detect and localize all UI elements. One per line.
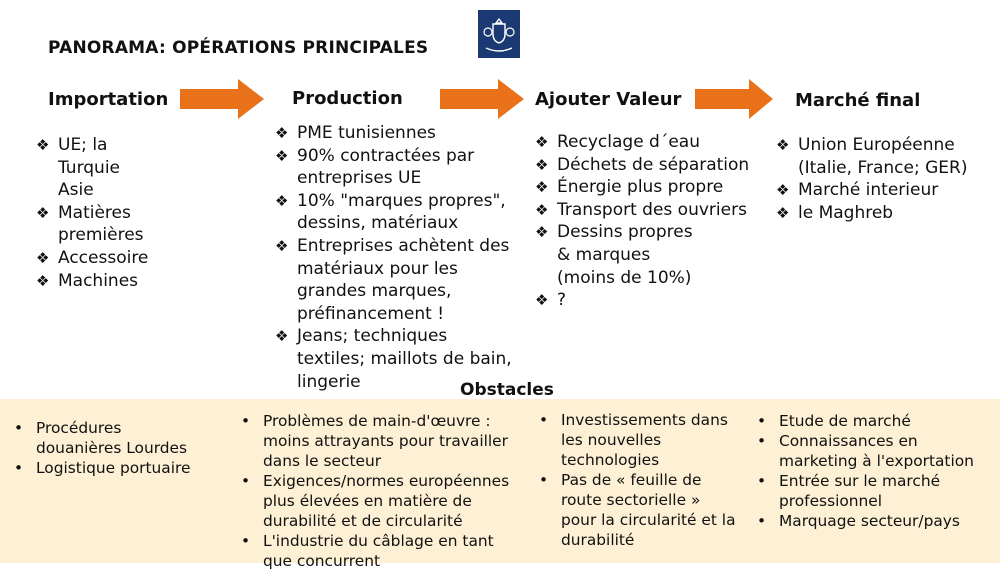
list-item-line: le Maghreb <box>798 202 894 223</box>
coat-of-arms-icon <box>478 10 520 58</box>
list-item <box>536 470 736 550</box>
list-item-line: Énergie plus propre <box>557 177 724 198</box>
obstacles-list-ajouter-valeur <box>536 410 736 550</box>
heading-marche-final: Marché final <box>795 90 921 111</box>
bullet-icon: • <box>241 532 251 550</box>
obstacles-list-importation <box>11 418 190 478</box>
diamond-bullet-icon: ❖ <box>36 271 50 290</box>
list-item-line: Jeans; techniques <box>297 326 448 347</box>
list-item-line: matériaux pour les <box>297 258 458 279</box>
list-item-line: 10% "marques propres", <box>297 190 506 211</box>
flow-arrow-icon <box>180 79 264 119</box>
bullet-icon: • <box>241 412 251 430</box>
list-item-line: PME tunisiennes <box>297 123 436 143</box>
bullet-icon: • <box>757 512 767 530</box>
flow-arrow-icon <box>440 79 524 119</box>
heading-production: Production <box>292 88 403 109</box>
list-item-line: dessins, matériaux <box>297 213 459 234</box>
diamond-bullet-icon: ❖ <box>275 236 289 255</box>
diamond-bullet-icon: ❖ <box>776 203 790 222</box>
list-item-line: Procédures <box>36 419 122 437</box>
list-item-line: Pas de « feuille de <box>561 471 702 489</box>
obstacles-title: Obstacles <box>460 380 554 400</box>
list-item-line: (Italie, France; GER) <box>798 157 968 178</box>
bullet-icon: • <box>241 472 251 490</box>
diamond-bullet-icon: ❖ <box>535 291 549 310</box>
list-item-line: Entreprises achètent des <box>297 235 510 256</box>
list-item-line: technologies <box>561 451 660 469</box>
list-item-line: Dessins propres <box>557 222 693 243</box>
list-item <box>536 410 736 470</box>
list-item <box>275 145 512 190</box>
list-item-line: Union Européenne <box>798 135 955 155</box>
list-item-line: Machines <box>58 270 139 291</box>
heading-ajouter-valeur: Ajouter Valeur <box>535 89 682 110</box>
list-item <box>754 431 974 471</box>
bullet-icon: • <box>14 459 24 477</box>
diamond-bullet-icon: ❖ <box>36 203 50 222</box>
bullet-icon: • <box>757 432 767 450</box>
list-item-line: les nouvelles <box>561 431 662 449</box>
list-item <box>776 202 967 225</box>
list-item <box>535 221 749 289</box>
list-item-line: Déchets de séparation <box>557 154 750 175</box>
flow-arrow-icon <box>692 79 776 119</box>
diamond-bullet-icon: ❖ <box>275 124 289 142</box>
bullet-icon: • <box>539 471 549 489</box>
list-item <box>535 131 749 154</box>
diamond-bullet-icon: ❖ <box>36 136 50 154</box>
list-item <box>754 411 974 431</box>
list-item <box>238 411 509 471</box>
list-item-line: Matières <box>58 202 131 223</box>
list-item <box>535 176 749 199</box>
list-item-line: plus élevées en matière de <box>263 492 472 510</box>
list-item-line: premières <box>58 225 144 246</box>
list-item-line: douanières Lourdes <box>36 439 188 457</box>
list-item <box>275 235 512 325</box>
list-item <box>36 134 148 202</box>
diamond-bullet-icon: ❖ <box>535 223 549 242</box>
list-item-line: Recyclage d´eau <box>557 132 700 152</box>
marche-final-list <box>776 134 967 224</box>
list-item-line: moins attrayants pour travailler <box>263 432 508 450</box>
list-item-line: entreprises UE <box>297 168 422 189</box>
list-item-line: 90% contractées par <box>297 145 475 166</box>
list-item-line: Etude de marché <box>779 412 911 430</box>
list-item <box>11 418 190 458</box>
diamond-bullet-icon: ❖ <box>535 178 549 197</box>
list-item-line: pour la circularité et la <box>561 511 736 529</box>
list-item-line: Entrée sur le marché <box>779 472 941 490</box>
list-item-line: L'industrie du câblage en tant <box>263 532 494 550</box>
list-item <box>776 179 967 202</box>
obstacles-list-production <box>238 411 509 571</box>
list-item <box>776 134 967 179</box>
bullet-icon: • <box>757 412 767 430</box>
list-item-line: textiles; maillots de bain, <box>297 348 512 369</box>
list-item-line: dans le secteur <box>263 452 382 470</box>
diamond-bullet-icon: ❖ <box>535 200 549 219</box>
obstacles-list-marche-final <box>754 411 974 531</box>
list-item-line: durabilité <box>561 531 635 549</box>
list-item <box>535 289 749 312</box>
list-item <box>275 190 512 235</box>
list-item-line: professionnel <box>779 492 883 510</box>
list-item-line: lingerie <box>297 371 361 392</box>
list-item-line: Connaissances en <box>779 432 918 450</box>
list-item <box>535 154 749 177</box>
diamond-bullet-icon: ❖ <box>275 327 289 346</box>
list-item <box>754 511 974 531</box>
list-item-line: préfinancement ! <box>297 303 445 324</box>
list-item-line: (moins de 10%) <box>557 267 692 288</box>
list-item-line: Accessoire <box>58 247 149 268</box>
list-item <box>36 202 148 247</box>
list-item <box>238 531 509 571</box>
list-item-line: durabilité et de circularité <box>263 512 463 530</box>
bullet-icon: • <box>14 419 24 437</box>
list-item-line: Problèmes de main-d'œuvre : <box>263 412 491 430</box>
diamond-bullet-icon: ❖ <box>36 248 50 267</box>
list-item <box>754 471 974 511</box>
list-item-line: UE; la <box>58 135 108 155</box>
list-item-line: ? <box>557 290 567 311</box>
list-item-line: Logistique portuaire <box>36 459 191 477</box>
list-item <box>275 122 512 145</box>
list-item <box>36 247 148 270</box>
list-item-line: & marques <box>557 244 651 265</box>
ajouter-valeur-list <box>535 131 749 312</box>
list-item-line: que concurrent <box>263 552 381 570</box>
list-item <box>535 199 749 222</box>
diamond-bullet-icon: ❖ <box>275 191 289 210</box>
list-item-line: Exigences/normes européennes <box>263 472 510 490</box>
list-item-line: Investissements dans <box>561 411 728 429</box>
list-item-line: grandes marques, <box>297 281 452 302</box>
production-list <box>275 122 512 393</box>
list-item <box>11 458 190 478</box>
list-item-line: Marquage secteur/pays <box>779 512 960 530</box>
bullet-icon: • <box>757 472 767 490</box>
diamond-bullet-icon: ❖ <box>776 136 790 154</box>
list-item-line: Asie <box>58 180 94 201</box>
list-item-line: route sectorielle » <box>561 491 701 509</box>
list-item-line: Marché interieur <box>798 180 939 201</box>
bullet-icon: • <box>539 411 549 429</box>
list-item <box>238 471 509 531</box>
diamond-bullet-icon: ❖ <box>535 133 549 151</box>
list-item <box>36 270 148 293</box>
heading-importation: Importation <box>48 89 169 110</box>
list-item-line: Transport des ouvriers <box>557 199 747 220</box>
list-item-line: Turquie <box>58 157 121 178</box>
diamond-bullet-icon: ❖ <box>776 181 790 200</box>
diamond-bullet-icon: ❖ <box>535 155 549 174</box>
importation-list <box>36 134 148 292</box>
list-item-line: marketing à l'exportation <box>779 452 974 470</box>
page-title: PANORAMA: OPÉRATIONS PRINCIPALES <box>48 38 429 58</box>
diamond-bullet-icon: ❖ <box>275 146 289 165</box>
